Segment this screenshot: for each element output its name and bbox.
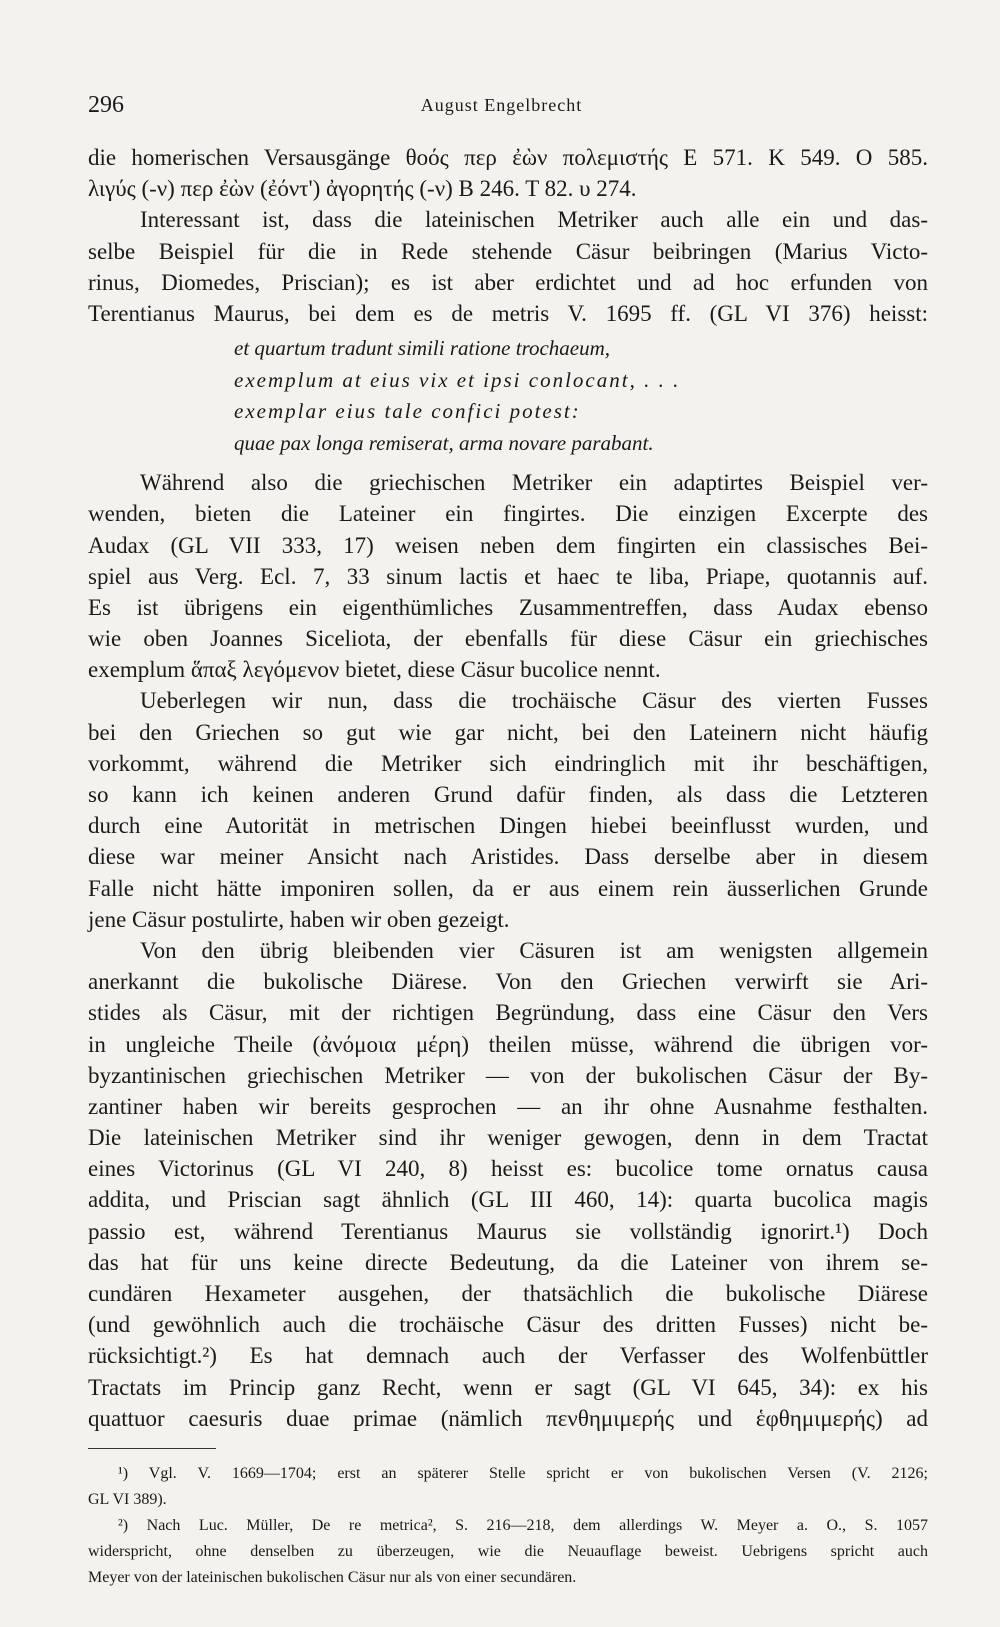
text-line: diese war meiner Ansicht nach Aristides. Dass derselbe aber in diesem xyxy=(88,844,928,870)
text-line: wenden, bieten die Lateiner ein fingirtes. Die einzigen Excerpte des xyxy=(88,501,928,527)
verse-line: quae pax longa remiserat, arma novare parabant. xyxy=(234,430,654,455)
footnote-line: ²) Nach Luc. Müller, De re metrica², S. 216—218, dem allerdings W. Meyer a. O., S. 1057 xyxy=(118,1516,928,1534)
text-line: rinus, Diomedes, Priscian); es ist aber erdichtet und ad hoc erfunden von xyxy=(88,269,928,295)
text-line: passio est, während Terentianus Maurus sie vollständig ignorirt.¹) Doch xyxy=(88,1218,928,1244)
text-line: exemplum ἅπαξ λεγόμενον bietet, diese Cäsur bucolice nennt. xyxy=(88,657,661,683)
text-line: Ueberlegen wir nun, dass die trochäische Cäsur des vierten Fusses xyxy=(140,688,928,714)
text-line: spiel aus Verg. Ecl. 7, 33 sinum lactis et haec te liba, Priape, quotannis auf. xyxy=(88,563,928,589)
text-line: Es ist übrigens ein eigenthümliches Zusammentreffen, dass Audax ebenso xyxy=(88,594,928,620)
footnote-line: GL VI 389). xyxy=(88,1490,167,1508)
verse-quotation xyxy=(88,333,928,459)
text-line: Audax (GL VII 333, 17) weisen neben dem fingirten ein classisches Bei- xyxy=(88,532,928,558)
footnote-line: Meyer von der lateinischen bukolischen Cäsur nur als von einer secundären. xyxy=(88,1568,577,1586)
text-line: Von den übrig bleibenden vier Cäsuren ist am wenigsten allgemein xyxy=(140,937,928,963)
verse-line: et quartum tradunt simili ratione trochaeum, xyxy=(234,336,611,361)
text-line: byzantinischen griechischen Metriker — von der bukolischen Cäsur der By- xyxy=(88,1062,928,1088)
text-line: vorkommt, während die Metriker sich eindringlich mit ihr beschäftigen, xyxy=(88,750,928,776)
text-line: in ungleiche Theile (ἀνόμοια μέρη) theilen müsse, während die übrigen vor- xyxy=(88,1031,928,1057)
text-line: Die lateinischen Metriker sind ihr weniger gewogen, denn in dem Tractat xyxy=(88,1125,928,1151)
page-number: 296 xyxy=(88,92,124,118)
text-line: anerkannt die bukolische Diärese. Von den Griechen verwirft sie Ari- xyxy=(88,969,928,995)
text-line: zantiner haben wir bereits gesprochen — an ihr ohne Ausnahme festhalten. xyxy=(88,1093,928,1119)
text-line: das hat für uns keine directe Bedeutung, da die Lateiner von ihrem se- xyxy=(88,1249,928,1275)
text-line: λιγύς (-ν) περ ἐὼν (ἐόντ') ἀγορητής (-ν) Β 246. Τ 82. υ 274. xyxy=(88,176,637,202)
text-line: Falle nicht hätte imponiren sollen, da er aus einem rein äusserlichen Grunde xyxy=(88,875,928,901)
text-line: bei den Griechen so gut wie gar nicht, bei den Lateinern nicht häufig xyxy=(88,719,928,745)
text-line: Während also die griechischen Metriker ein adaptirtes Beispiel ver- xyxy=(140,470,928,496)
text-line: die homerischen Versausgänge θοός περ ἐὼν πολεμιστής Ε 571. Κ 549. Ο 585. xyxy=(88,145,928,170)
text-line: Interessant ist, dass die lateinischen Metriker auch alle ein und das- xyxy=(140,207,928,233)
verse-line: exemplum at eius vix et ipsi conlocant, . . . xyxy=(234,367,681,392)
text-line: durch eine Autorität in metrischen Dingen hiebei beeinflusst wurden, und xyxy=(88,813,928,839)
running-title: August Engelbrecht xyxy=(420,95,583,115)
text-line: selbe Beispiel für die in Rede stehende Cäsur beibringen (Marius Victo- xyxy=(88,238,928,264)
text-line: wie oben Joannes Siceliota, der ebenfalls für diese Cäsur ein griechisches xyxy=(88,626,928,652)
text-line: addita, und Priscian sagt ähnlich (GL III 460, 14): quarta bucolica magis xyxy=(88,1187,928,1213)
text-line: stides als Cäsur, mit der richtigen Begründung, dass eine Cäsur den Vers xyxy=(88,1000,928,1026)
text-line: Terentianus Maurus, bei dem es de metris V. 1695 ff. (GL VI 376) heisst: xyxy=(88,300,928,326)
footnote-rule xyxy=(88,1448,216,1449)
verse-line: exemplar eius tale confici potest: xyxy=(234,399,581,424)
text-line: rücksichtigt.²) Es hat demnach auch der Verfasser des Wolfenbüttler xyxy=(88,1343,928,1369)
text-line: (und gewöhnlich auch die trochäische Cäsur des dritten Fusses) nicht be- xyxy=(88,1312,928,1338)
footnote-line: widerspricht, ohne denselben zu überzeugen, wie die Neuauflage beweist. Uebrigens spricht auch xyxy=(88,1542,928,1560)
page-header xyxy=(88,92,915,122)
text-line: so kann ich keinen anderen Grund dafür finden, als dass die Letzteren xyxy=(88,782,928,807)
text-line: quattuor caesuris duae primae (nämlich πενθημιμερής und ἑφθημιμερής) ad xyxy=(88,1405,928,1431)
text-line: cundären Hexameter ausgehen, der thatsächlich die bukolische Diärese xyxy=(88,1281,928,1306)
text-line: eines Victorinus (GL VI 240, 8) heisst es: bucolice tome ornatus causa xyxy=(88,1156,928,1182)
footnote-line: ¹) Vgl. V. 1669—1704; erst an späterer Stelle spricht er von bukolischen Versen (V. 2126; xyxy=(118,1464,928,1482)
text-line: jene Cäsur postulirte, haben wir oben gezeigt. xyxy=(88,906,510,932)
text-line: Tractats im Princip ganz Recht, wenn er sagt (GL VI 645, 34): ex his xyxy=(88,1374,928,1400)
page-body xyxy=(88,142,928,1591)
